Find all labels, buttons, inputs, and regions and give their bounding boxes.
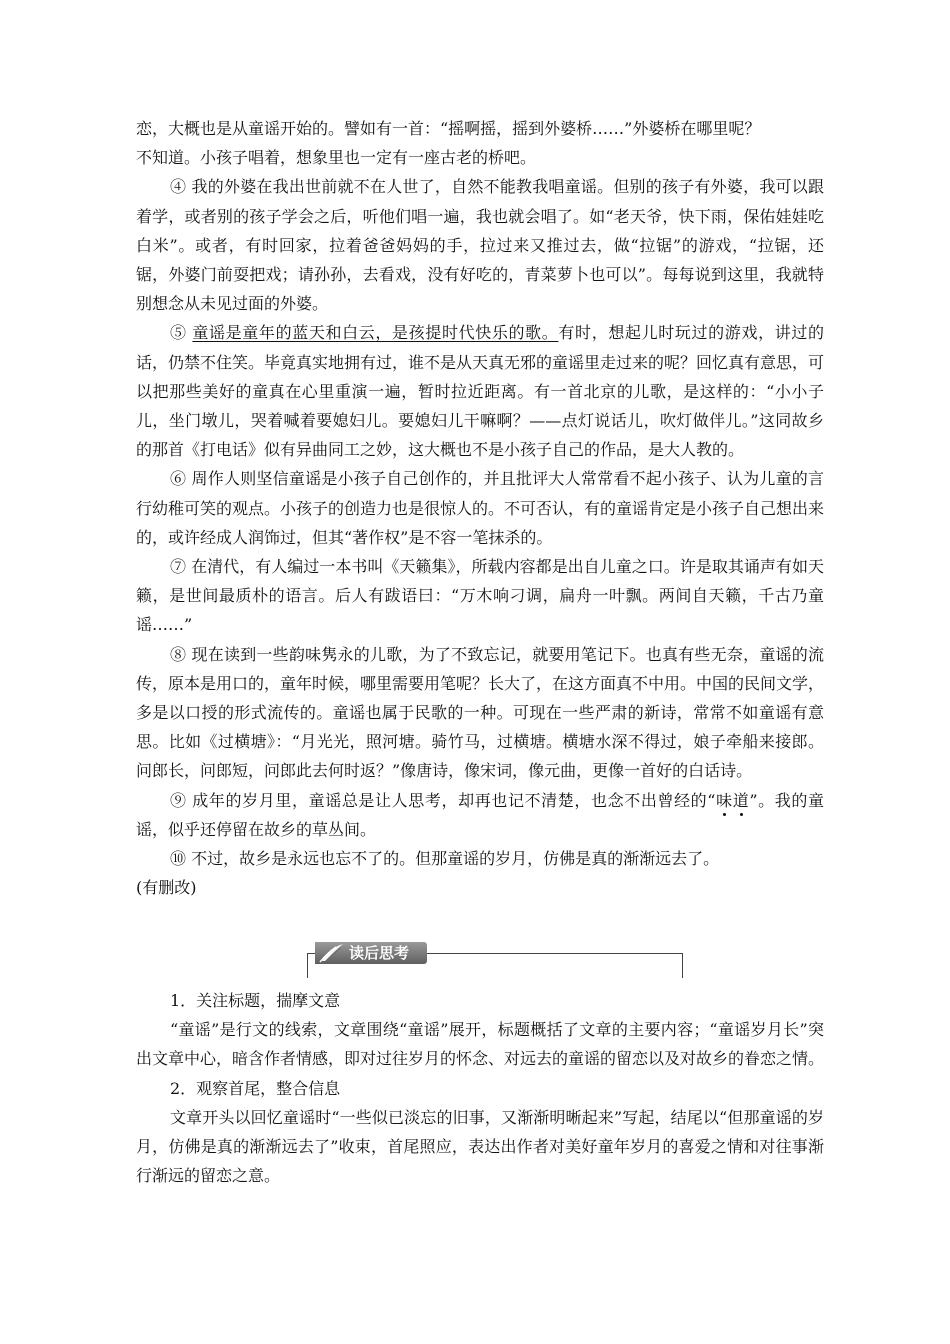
- source-note: (有删改): [136, 878, 197, 898]
- paragraph-4: ④ 我的外婆在我出世前就不在人世了，自然不能教我唱童谣。但别的孩子有外婆，我可以跟着学，或者别的孩子学会之后，听他们唱一遍，我也就会唱了。如“老天爷，快下雨，保佑娃娃吃白米”。或者，有时回家，拉着爸爸妈妈的手，拉过来又推过去，做“拉锯”的游戏，“拉锯，还锯，外婆门前耍把戏；请孙孙，去看戏，没有好吃的，青菜萝卜也可以”。每每说到这里，我就特别想念从未见过面的外婆。: [136, 177, 824, 314]
- section-title: 读后思考: [349, 944, 410, 962]
- paragraph-9-part-a: ⑨ 成年的岁月里，童谣总是让人思考，却再也记不清楚，也念不出曾经的“: [170, 790, 716, 810]
- paragraph-5-rest: 有时，想起儿时玩过的游戏，讲过的话，仍禁不住笑。毕竟真实地拥有过，谁不是从天真无邪的童谣里走过来的呢？回忆真有意思，可以把那些美好的童真在心里重演一遍，暂时拉近距离。有一首北京的儿歌，是这样的：“小小子儿，坐门墩儿，哭着喊着要媳妇儿。要媳妇儿干嘛啊？——点灯说话儿，吹灯做伴儿。”这同故乡的那首《打电话》似有异曲同工之妙，这大概也不是小孩子自己的作品，是大人教的。: [136, 323, 825, 460]
- note-1-body: “童谣”是行文的线索，文章围绕“童谣”展开，标题概括了文章的主要内容；“童谣岁月长”突出文章中心，暗含作者情感，即对过往岁月的怀念、对远去的童谣的留恋以及对故乡的眷恋之情。: [136, 1020, 825, 1069]
- paragraph-5-underlined-sentence: 童谣是童年的蓝天和白云，是孩提时代快乐的歌。: [192, 323, 559, 343]
- note-2-title: 2．观察首尾，整合信息: [170, 1078, 341, 1098]
- quill-pen-icon: [319, 943, 345, 963]
- section-header-bar: [307, 940, 683, 978]
- note-1-title: 1．关注标题，揣摩文意: [170, 991, 341, 1010]
- reading-notes: [136, 986, 824, 1190]
- paragraph-intro-line-1: 恋，大概也是从童谣开始的。譬如有一首：“摇啊摇，摇到外婆桥……”外婆桥在哪里呢？: [136, 119, 761, 138]
- paragraph-7: ⑦ 在清代，有人编过一本书叫《天籁集》，所载内容都是出自儿童之口。许是取其诵声有如天籁，是世间最质朴的语言。后人有跋语曰：“万木响刁调，扁舟一叶飘。两间自天籁，千古乃童谣……”: [136, 557, 824, 635]
- paragraph-5-number: ⑤: [170, 323, 193, 343]
- paragraph-5: [136, 318, 824, 464]
- paragraph-9-part-b: ”。我的童谣，似乎还停留在故乡的草丛间。: [136, 790, 824, 839]
- section-badge: [315, 942, 427, 964]
- emphasis-dot-char: 道: [732, 790, 750, 810]
- paragraph-8: ⑧ 现在读到一些韵味隽永的儿歌，为了不致忘记，就要用笔记下。也真有些无奈，童谣的流传，原本是用口的，童年时候，哪里需要用笔呢？长大了，在这方面真不中用。中国的民间文学，多是以口授的形式流传的。童谣也属于民歌的一种。可现在一些严肃的新诗，常常不如童谣有意思。比如《过横塘》：“月光光，照河塘。骑竹马，过横塘。横塘水深不得过，娘子牵船来接郎。问郎长，问郎短，问郎此去何时返？”像唐诗，像宋词，像元曲，更像一首好的白话诗。: [136, 644, 825, 781]
- emphasis-dot-char: 味: [715, 790, 733, 810]
- paragraph-6: ⑥ 周作人则坚信童谣是小孩子自己创作的，并且批评大人常常看不起小孩子、认为儿童的言行幼稚可笑的观点。小孩子的创造力也是很惊人的。不可否认，有的童谣肯定是小孩子自己想出来的，或许经成人润饰过，但其“著作权”是不容一笔抹杀的。: [136, 469, 825, 547]
- paragraph-9: [136, 786, 824, 844]
- article-body: [136, 114, 824, 902]
- paragraph-intro-line-2: 不知道。小孩子唱着，想象里也一定有一座古老的桥吧。: [136, 148, 537, 168]
- note-2-body: 文章开头以回忆童谣时“一些似已淡忘的旧事，又渐渐明晰起来”写起，结尾以“但那童谣的岁月，仿佛是真的渐渐远去了”收束，首尾照应，表达出作者对美好童年岁月的喜爱之情和对往事渐行渐远的留恋之意。: [136, 1107, 824, 1186]
- paragraph-10: ⑩ 不过，故乡是永远也忘不了的。但那童谣的岁月，仿佛是真的渐渐远去了。: [170, 849, 720, 869]
